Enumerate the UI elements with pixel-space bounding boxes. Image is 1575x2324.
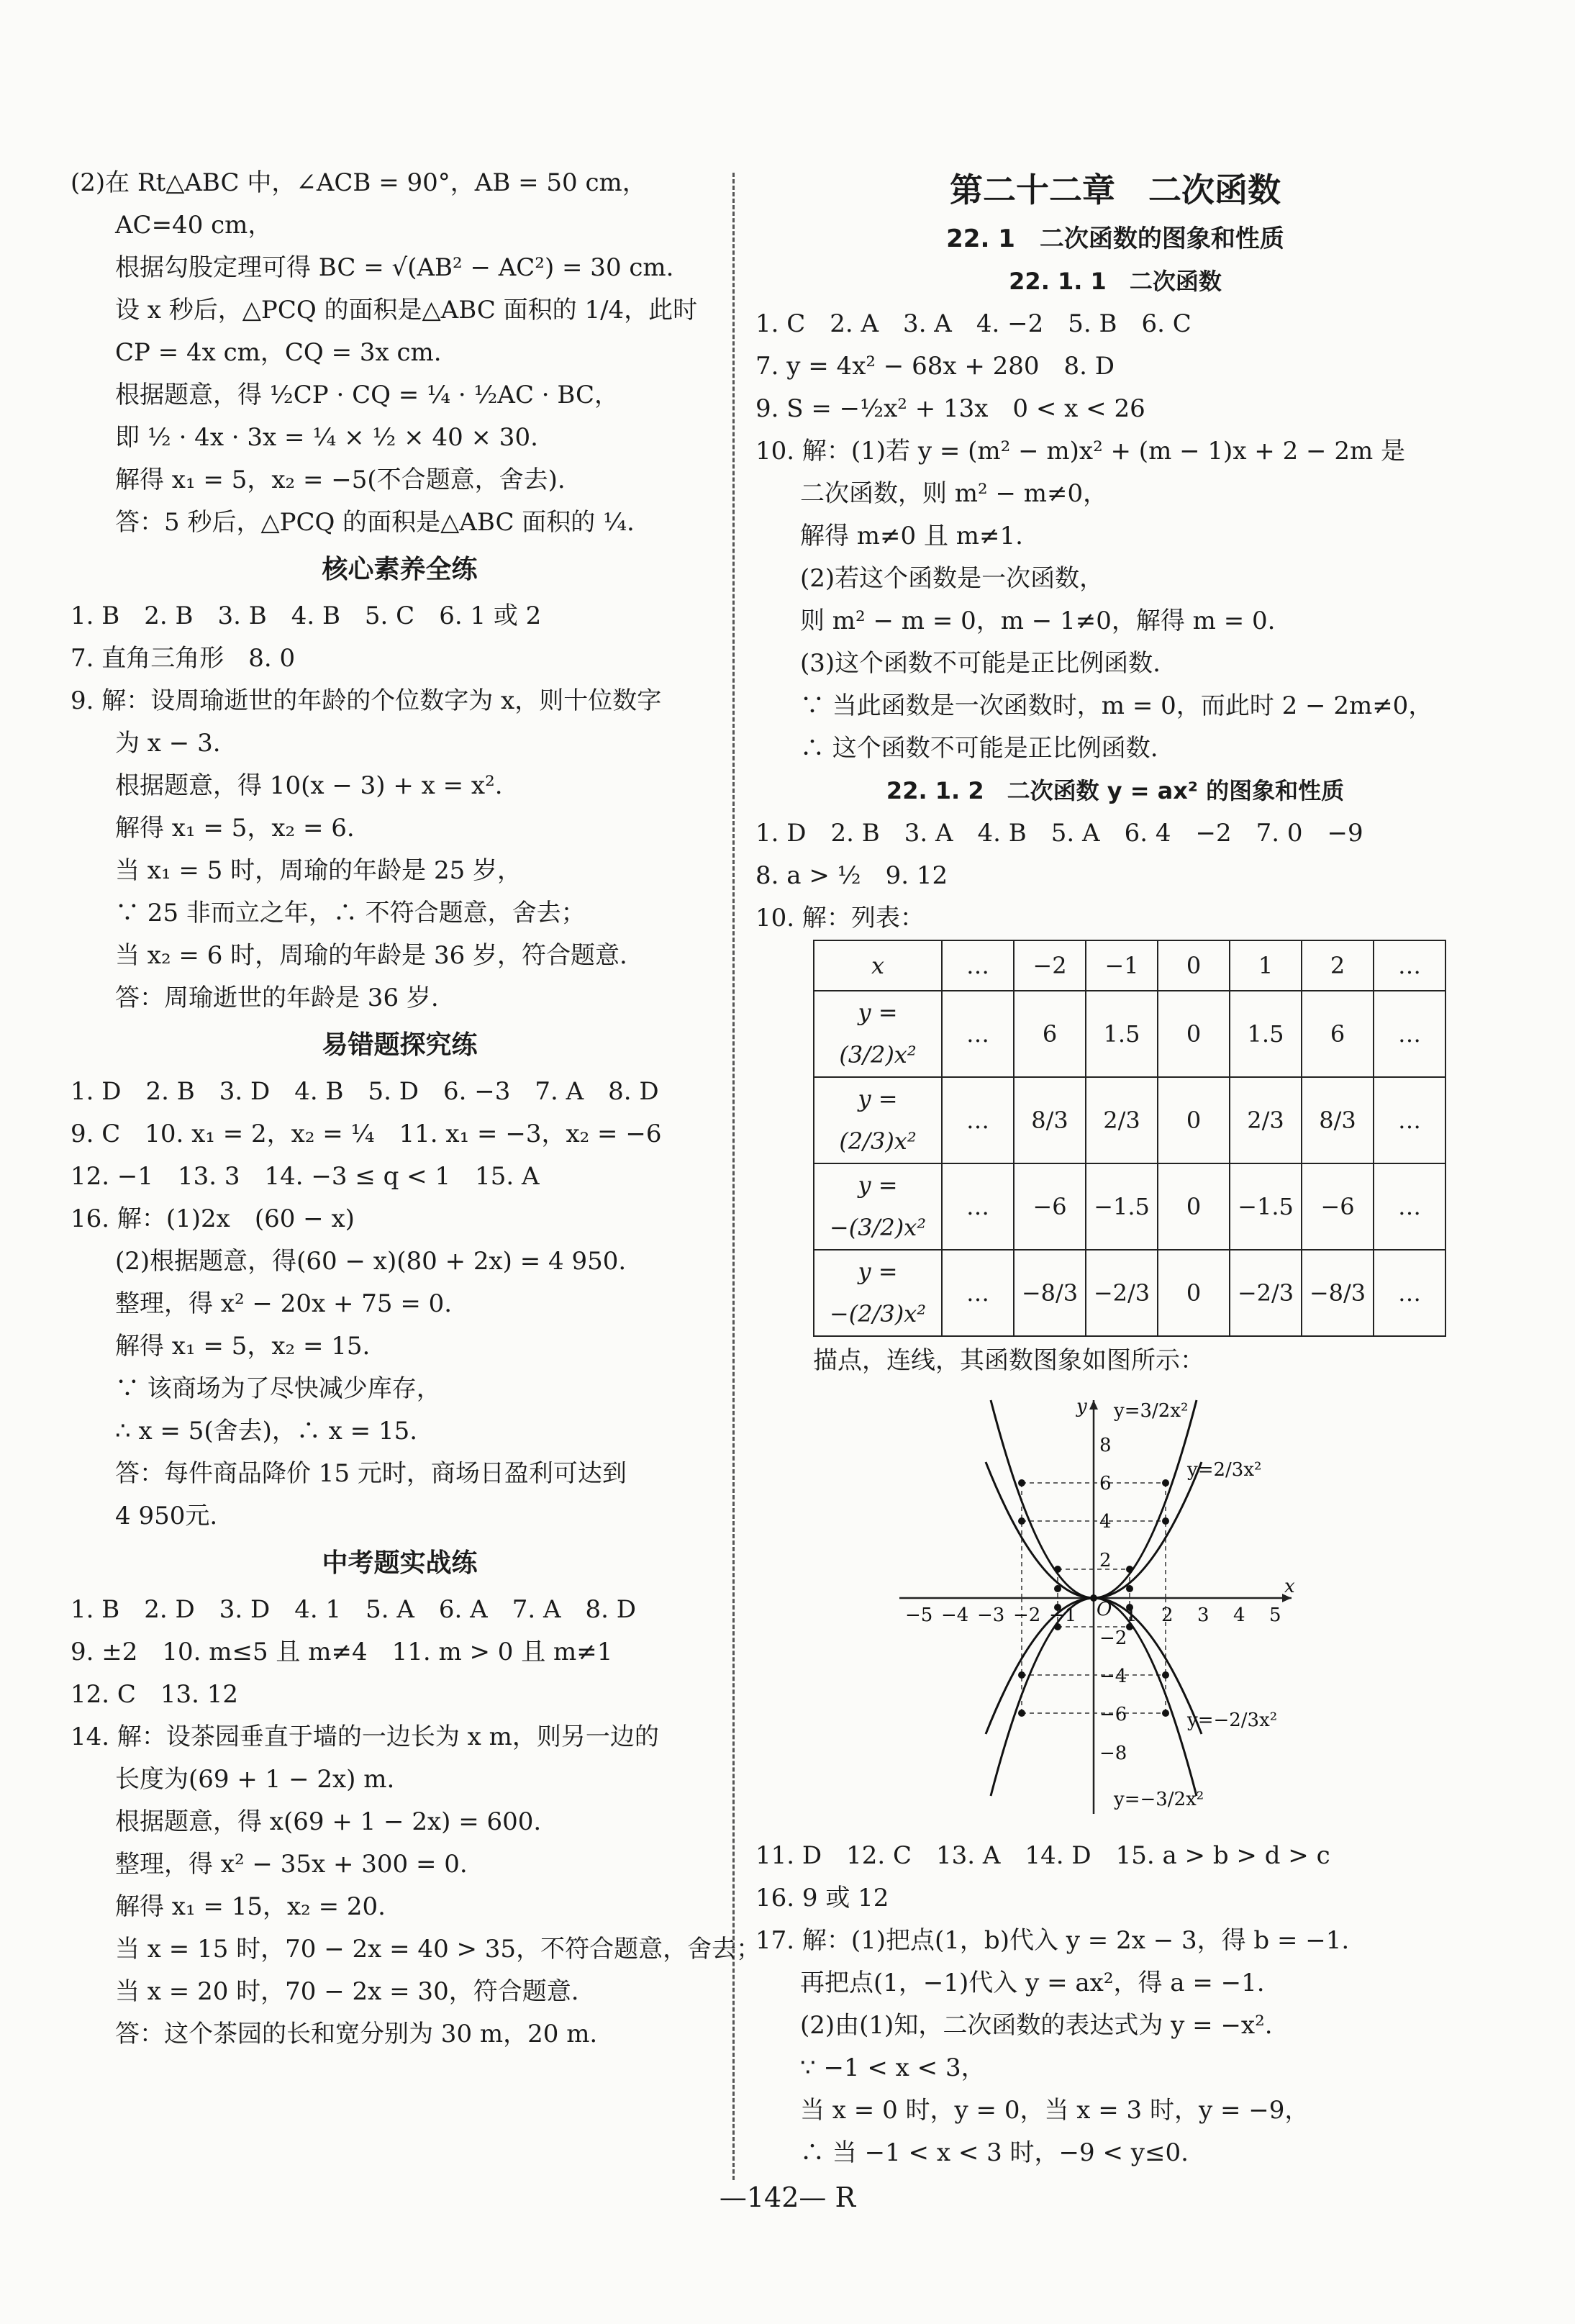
left-block-4	[71, 1589, 761, 2056]
curve-label: y=2/3x²	[1187, 1459, 1262, 1481]
text-line: 10. 解：列表：	[755, 904, 925, 932]
y-axis-label: y	[1076, 1396, 1087, 1417]
table-header-cell: −1	[1086, 940, 1158, 991]
x-tick: −1	[1049, 1604, 1077, 1626]
text-line: 12. C 13. 12	[71, 1680, 239, 1709]
text-line: 当 x = 20 时，70 − 2x = 30，符合题意.	[115, 1977, 579, 2006]
left-block-2	[71, 595, 729, 1020]
table-cell: …	[1374, 991, 1445, 1077]
text-line: 为 x − 3.	[115, 729, 221, 758]
table-cell: −1.5	[1230, 1163, 1302, 1250]
table-cell: 0	[1158, 1077, 1230, 1163]
text-line: 1. C 2. A 3. A 4. −2 5. B 6. C	[755, 309, 1192, 338]
text-line: 7. 直角三角形 8. 0	[71, 644, 296, 673]
table-header-cell: 2	[1302, 940, 1374, 991]
text-line: 则 m² − m = 0，m − 1≠0，解得 m = 0.	[800, 607, 1276, 635]
row-label: y = −(3/2)x²	[814, 1163, 942, 1250]
table-cell: 2/3	[1230, 1077, 1302, 1163]
text-line: 1. B 2. D 3. D 4. 1 5. A 6. A 7. A 8. D	[71, 1595, 637, 1624]
text-line: 根据勾股定理可得 BC = √(AB² − AC²) = 30 cm.	[115, 253, 674, 282]
text-line: 14. 解：设茶园垂直于墙的一边长为 x m，则另一边的	[71, 1722, 659, 1751]
table-cell: −8/3	[1014, 1250, 1086, 1336]
y-tick: −8	[1099, 1743, 1127, 1764]
y-axis-arrow	[1089, 1400, 1098, 1410]
y-tick: −2	[1099, 1628, 1127, 1649]
table-cell: 1.5	[1086, 991, 1158, 1077]
x-axis-label: x	[1284, 1576, 1295, 1597]
text-line: 8. a > ½ 9. 12	[755, 861, 948, 890]
text-line: 1. D 2. B 3. D 4. B 5. D 6. −3 7. A 8. D	[71, 1077, 659, 1106]
section-heading: 22. 1 二次函数的图象和性质	[946, 224, 1284, 253]
text-line: ∴ 这个函数不可能是正比例函数.	[800, 734, 1158, 763]
text-line: 根据题意，得 10(x − 3) + x = x².	[115, 771, 503, 800]
value-table	[813, 940, 1446, 1337]
text-line: 12. −1 13. 3 14. −3 ≤ q < 1 15. A	[71, 1162, 540, 1191]
text-line: 解得 x₁ = 5，x₂ = −5(不合题意，舍去).	[115, 466, 566, 494]
text-line: (3)这个函数不可能是正比例函数.	[800, 649, 1161, 678]
table-cell: 2/3	[1086, 1077, 1158, 1163]
text-line: ∴ 当 −1 < x < 3 时，−9 < y≤0.	[800, 2138, 1189, 2167]
table-cell: 0	[1158, 1250, 1230, 1336]
table-header-cell: x	[814, 940, 942, 991]
y-tick: 8	[1099, 1435, 1112, 1456]
text-line: 7. y = 4x² − 68x + 280 8. D	[755, 352, 1115, 381]
text-line: 9. ±2 10. m≤5 且 m≠4 11. m > 0 且 m≠1	[71, 1638, 613, 1666]
y-tick: −6	[1099, 1704, 1127, 1725]
text-line: 当 x₂ = 6 时，周瑜的年龄是 36 岁，符合题意.	[115, 941, 627, 970]
text-line: 1. D 2. B 3. A 4. B 5. A 6. 4 −2 7. 0 −9	[755, 819, 1363, 848]
x-tick: −2	[1013, 1604, 1041, 1626]
right-block-1	[755, 303, 1475, 770]
y-tick: 4	[1099, 1511, 1112, 1533]
x-tick: 1	[1125, 1604, 1138, 1626]
text-line: 解得 x₁ = 5，x₂ = 6.	[115, 814, 355, 843]
row-label: y = (2/3)x²	[814, 1077, 942, 1163]
text-line: 9. S = −½x² + 13x 0 < x < 26	[755, 394, 1145, 423]
subsection-heading-1: 22. 1. 1 二次函数	[1009, 268, 1222, 295]
table-cell: −8/3	[1302, 1250, 1374, 1336]
page-number: —142— R	[719, 2182, 856, 2213]
text-line: 整理，得 x² − 20x + 75 = 0.	[115, 1289, 453, 1318]
left-block-3	[71, 1071, 729, 1538]
text-line: (2)在 Rt△ABC 中，∠ACB = 90°，AB = 50 cm，	[71, 168, 647, 197]
text-line: 长度为(69 + 1 − 2x) m.	[115, 1765, 395, 1794]
table-cell: …	[1374, 1077, 1445, 1163]
text-line: 设 x 秒后，△PCQ 的面积是△ABC 面积的 1/4，此时	[115, 296, 698, 324]
table-cell: −6	[1014, 1163, 1086, 1250]
table-row	[814, 1077, 1445, 1163]
table-row	[814, 991, 1445, 1077]
text-line: 再把点(1，−1)代入 y = ax²，得 a = −1.	[800, 1969, 1265, 1997]
table-cell: …	[1374, 1163, 1445, 1250]
text-line: 当 x = 15 时，70 − 2x = 40 > 35，不符合题意，舍去；	[115, 1935, 761, 1964]
text-line: 16. 解：(1)2x (60 − x)	[71, 1204, 355, 1233]
section-title-exam: 中考题实战练	[322, 1548, 478, 1578]
text-line: 二次函数，则 m² − m≠0，	[800, 479, 1108, 508]
text-line: 即 ½ · 4x · 3x = ¼ × ½ × 40 × 30.	[115, 423, 538, 452]
text-line: 答：每件商品降价 15 元时，商场日盈利可达到	[115, 1459, 627, 1488]
column-divider	[732, 173, 735, 2180]
origin-label: O	[1097, 1599, 1112, 1620]
table-cell: 6	[1014, 991, 1086, 1077]
y-tick: 2	[1099, 1550, 1112, 1571]
text-line: 整理，得 x² − 35x + 300 = 0.	[115, 1850, 468, 1879]
text-line: 17. 解：(1)把点(1，b)代入 y = 2x − 3，得 b = −1.	[755, 1926, 1350, 1955]
table-cell: −2/3	[1230, 1250, 1302, 1336]
chapter-title: 第二十二章 二次函数	[950, 171, 1281, 209]
table-cell: …	[942, 991, 1014, 1077]
table-cell: 8/3	[1302, 1077, 1374, 1163]
row-label: y = (3/2)x²	[814, 991, 942, 1077]
section-title-mistakes: 易错题探究练	[322, 1030, 478, 1060]
right-block-2	[755, 812, 1475, 940]
text-line: ∴ x = 5(舍去)，∴ x = 15.	[115, 1417, 418, 1445]
table-header-cell: …	[1374, 940, 1445, 991]
table-cell: …	[942, 1163, 1014, 1250]
table-cell: 1.5	[1230, 991, 1302, 1077]
right-block-3	[755, 1835, 1475, 2174]
x-tick: −4	[941, 1604, 969, 1626]
text-line: 答：这个茶园的长和宽分别为 30 m，20 m.	[115, 2020, 598, 2048]
curve-label: y=3/2x²	[1114, 1400, 1189, 1422]
graph-caption: 描点，连线，其函数图象如图所示：	[813, 1346, 1204, 1375]
x-tick: −3	[977, 1604, 1005, 1626]
y-tick: 6	[1099, 1473, 1112, 1494]
text-line: (2)根据题意，得(60 − x)(80 + 2x) = 4 950.	[115, 1247, 627, 1276]
table-row	[814, 1250, 1445, 1336]
parabola-graph	[885, 1389, 1302, 1821]
text-line: 解得 x₁ = 15，x₂ = 20.	[115, 1892, 386, 1921]
row-label: y = −(2/3)x²	[814, 1250, 942, 1336]
left-block-1	[71, 162, 729, 544]
table-cell: −2/3	[1086, 1250, 1158, 1336]
text-line: 16. 9 或 12	[755, 1884, 889, 1912]
text-line: (2)若这个函数是一次函数，	[800, 564, 1104, 593]
text-line: ∵ 该商场为了尽快减少库存，	[115, 1374, 441, 1403]
table-header-cell: …	[942, 940, 1014, 991]
table-cell: 0	[1158, 1163, 1230, 1250]
text-line: ∵ −1 < x < 3，	[800, 2053, 986, 2082]
curve-label: y=−3/2x²	[1114, 1789, 1204, 1810]
table-cell: 6	[1302, 991, 1374, 1077]
text-line: 11. D 12. C 13. A 14. D 15. a > b > d > c	[755, 1841, 1330, 1870]
table-header-cell: −2	[1014, 940, 1086, 991]
text-line: 答：5 秒后，△PCQ 的面积是△ABC 面积的 ¼.	[115, 508, 635, 537]
text-line: 10. 解：(1)若 y = (m² − m)x² + (m − 1)x + 2 − 2m 是	[755, 437, 1406, 466]
text-line: 9. C 10. x₁ = 2，x₂ = ¼ 11. x₁ = −3，x₂ = −6	[71, 1120, 662, 1148]
table-header-cell: 0	[1158, 940, 1230, 991]
x-tick: 4	[1233, 1604, 1245, 1626]
text-line: ∵ 25 非而立之年，∴ 不符合题意，舍去；	[115, 899, 586, 927]
text-line: (2)由(1)知，二次函数的表达式为 y = −x².	[800, 2011, 1273, 2040]
table-row	[814, 1163, 1445, 1250]
x-tick: 2	[1161, 1604, 1174, 1626]
text-line: 当 x = 0 时，y = 0，当 x = 3 时，y = −9，	[800, 2096, 1310, 2125]
text-line: 答：周瑜逝世的年龄是 36 岁.	[115, 984, 439, 1012]
text-line: ∵ 当此函数是一次函数时，m = 0，而此时 2 − 2m≠0，	[800, 691, 1433, 720]
table-header-cell: 1	[1230, 940, 1302, 991]
x-tick: 5	[1269, 1604, 1281, 1626]
text-line: CP = 4x cm，CQ = 3x cm.	[115, 338, 442, 367]
text-line: 解得 x₁ = 5，x₂ = 15.	[115, 1332, 371, 1361]
text-line: 解得 m≠0 且 m≠1.	[800, 522, 1023, 550]
table-cell: −1.5	[1086, 1163, 1158, 1250]
text-line: 9. 解：设周瑜逝世的年龄的个位数字为 x，则十位数字	[71, 686, 662, 715]
text-line: 当 x₁ = 5 时，周瑜的年龄是 25 岁，	[115, 856, 522, 885]
text-line: 1. B 2. B 3. B 4. B 5. C 6. 1 或 2	[71, 602, 542, 630]
left-column	[71, 162, 761, 2056]
x-tick: 3	[1197, 1604, 1209, 1626]
table-cell: 8/3	[1014, 1077, 1086, 1163]
curve-label: y=−2/3x²	[1187, 1710, 1278, 1731]
text-line: 根据题意，得 x(69 + 1 − 2x) = 600.	[115, 1807, 542, 1836]
table-cell: 0	[1158, 991, 1230, 1077]
table-cell: −6	[1302, 1163, 1374, 1250]
table-cell: …	[1374, 1250, 1445, 1336]
text-line: AC=40 cm，	[115, 211, 273, 240]
right-column	[755, 162, 1475, 2174]
table-cell: …	[942, 1077, 1014, 1163]
table-cell: …	[942, 1250, 1014, 1336]
x-tick: −5	[905, 1604, 933, 1626]
y-tick: −4	[1099, 1666, 1127, 1687]
subsection-heading-2: 22. 1. 2 二次函数 y = ax² 的图象和性质	[886, 777, 1345, 804]
section-title-core: 核心素养全练	[322, 555, 478, 584]
text-line: 根据题意，得 ½CP · CQ = ¼ · ½AC · BC，	[115, 381, 619, 409]
table-header-row	[814, 940, 1445, 991]
text-line: 4 950元.	[115, 1502, 218, 1530]
